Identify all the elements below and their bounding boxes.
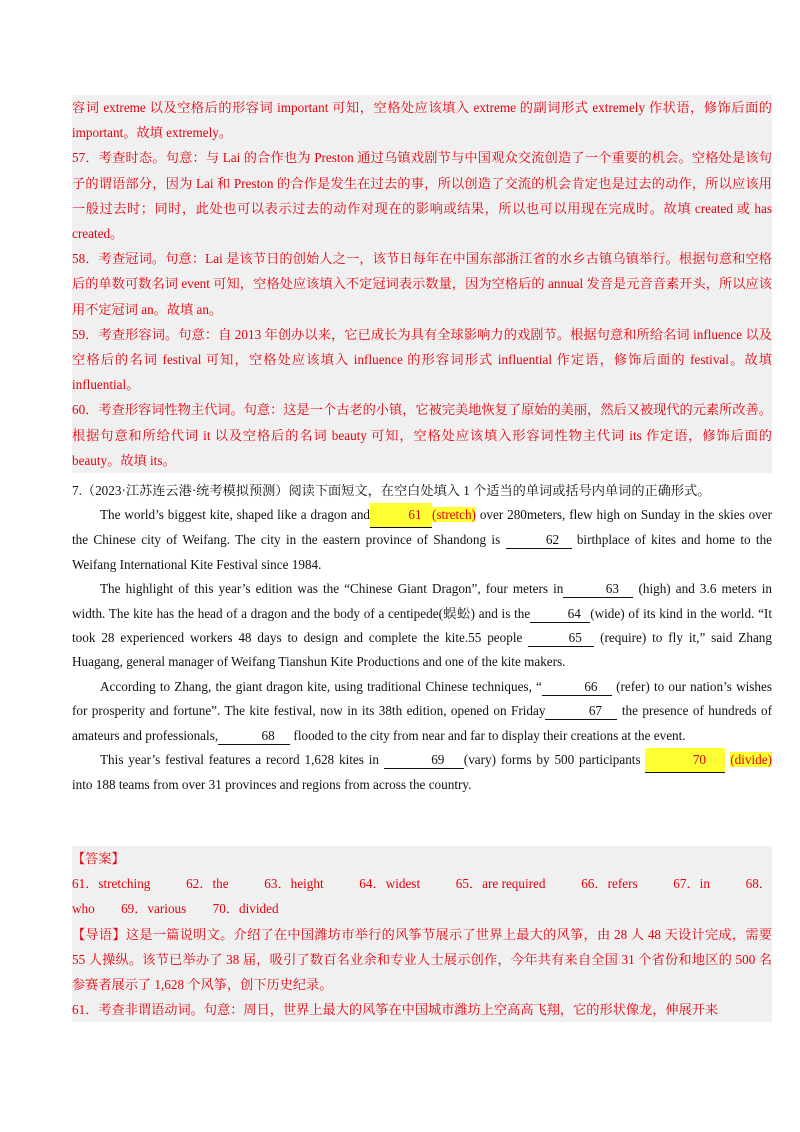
explanation-57: 57．考查时态。句意：与 Lai 的合作也为 Preston 通过乌镇戏剧节与中国观众交流创造了一个重要的机会。空格处是该句子的谓语部分，因为 Lai 和 Preston 的合作是发生在过去的事，所以创造了交流的机会肯定也是过去的动作，所以应该用一般过去时；同时，此处也可以表示过去的动作对现在的影响或结果，所以也可以用现在完成时。故填 created 或 has created。 xyxy=(72,150,772,242)
blank-70[interactable]: 70 xyxy=(645,748,725,773)
answer-65: 65．are required xyxy=(455,876,546,892)
explanation-58: 58．考查冠词。句意：Lai 是该节日的创始人之一，该节日每年在中国东部浙江省的水乡古镇乌镇举行。根据句意和空格后的单数可数名词 event 可知，空格处应该填入不定冠词表示数量，因为空格后的 annual 发音是元音音素开头，所以应该用不定冠词 an。故填 an。 xyxy=(72,251,772,317)
passage-paragraph-3: According to Zhang, the giant dragon kite, using traditional Chinese techniques, “ 66 (refer) to our nation’s wishes for prosperity and fortune”. The kite festival, now in its 38th edition, opened on Friday 67 the presence of hundreds of amateurs and professionals, 68 flooded to the city from near and far to display their creations at the event. xyxy=(72,678,772,743)
answer-68: 68． xyxy=(745,876,772,892)
answer-67: 67．in xyxy=(673,876,710,892)
blank-66[interactable]: 66 xyxy=(542,679,612,696)
blank-62[interactable]: 62 xyxy=(506,532,572,549)
blank-63[interactable]: 63 xyxy=(563,581,633,598)
blank-61[interactable]: 61 xyxy=(370,503,432,528)
answer-62: 62．the xyxy=(186,876,229,892)
passage-paragraph-2: The highlight of this year’s edition was the “Chinese Giant Dragon”, four meters in 63 (high) and 3.6 meters in width. The kite has the head of a dragon and the body of a centipede(蜈蚣) and is the 64 (wide) of its kind in the world. “It took 28 experienced workers 48 days to design and complete the kite.55 people 65 (require) to fly it,” said Zhang Huagang, general manager of Weifang Tianshun Kite Productions and one of the kite makers. xyxy=(72,581,773,670)
answers-line-1 xyxy=(72,871,772,896)
answers-line-2: who 69．various 70．divided xyxy=(72,901,279,917)
passage-paragraph-1: The world’s biggest kite, shaped like a dragon and 61 (stretch) over 280meters, flew high on Sunday in the skies over the Chinese city of Weifang. The city in the eastern province of Shandong is 62 birthplace of kites and home to the Weifang International Kite Festival since 1984. xyxy=(72,503,772,577)
explanation-56-tail: 容词 extreme 以及空格后的形容词 important 可知，空格处应该填入 extreme 的副词形式 extremely 作状语，修饰后面的 important。故填 extremely。 xyxy=(72,100,772,141)
blank-68[interactable]: 68 xyxy=(218,728,290,745)
hint-70: (divide) xyxy=(730,752,772,768)
answer-label: 【答案】 xyxy=(72,851,125,866)
blank-69[interactable]: 69 xyxy=(384,752,464,769)
explanation-61: 61．考查非谓语动词。句意：周日，世界上最大的风筝在中国城市潍坊上空高高飞翔，它的形状像龙，伸展开来 xyxy=(72,1002,719,1018)
blank-65[interactable]: 65 xyxy=(528,630,594,647)
question-header: 7.（2023·江苏连云港·统考模拟预测）阅读下面短文，在空白处填入 1 个适当的单词或括号内单词的正确形式。 xyxy=(72,483,711,498)
answer-64: 64．widest xyxy=(359,876,421,892)
guide-label: 【导语】 xyxy=(72,926,126,942)
answer-61: 61．stretching xyxy=(72,876,151,892)
answer-block xyxy=(72,846,772,1022)
hint-61: (stretch) xyxy=(432,507,476,522)
explanation-60: 60．考查形容词性物主代词。句意：这是一个古老的小镇，它被完美地恢复了原始的美丽，然后又被现代的元素所改善。根据句意和所给代词 it 以及空格后的名词 beauty 可知，空格处应该填入形容词性物主代词 its 作定语，修饰后面的 beauty。故填 its。 xyxy=(72,402,772,468)
blank-67[interactable]: 67 xyxy=(545,703,617,720)
answer-66: 66．refers xyxy=(581,876,638,892)
answer-63: 63．height xyxy=(264,876,324,892)
explanation-block-top xyxy=(72,95,772,473)
guide-paragraph: 【导语】这是一篇说明文。介绍了在中国潍坊市举行的风筝节展示了世界上最大的风筝，由 28 人 48 天设计完成，需要 55 人操纵。该节已举办了 38 届，吸引了数百名业余和专业人士展示创作，今年共有来自全国 31 个省份和地区的 500 名参赛者展示了 1,628 个风筝，创下历史纪录。 xyxy=(72,926,773,993)
blank-64[interactable]: 64 xyxy=(530,606,590,623)
reading-passage xyxy=(72,503,772,798)
passage-paragraph-4: This year’s festival features a record 1,628 kites in 69 (vary) forms by 500 participants 70 (divide) into 188 teams from over 31 provinces and regions from across the country. xyxy=(72,748,772,798)
explanation-59: 59．考查形容词。句意：自 2013 年创办以来，它已成长为具有全球影响力的戏剧节。根据句意和所给名词 influence 以及空格后的名词 festival 可知，空格处应该填入 influence 的形容词形式 influential 作定语，修饰后面的 festival。故填 influential。 xyxy=(72,326,772,393)
